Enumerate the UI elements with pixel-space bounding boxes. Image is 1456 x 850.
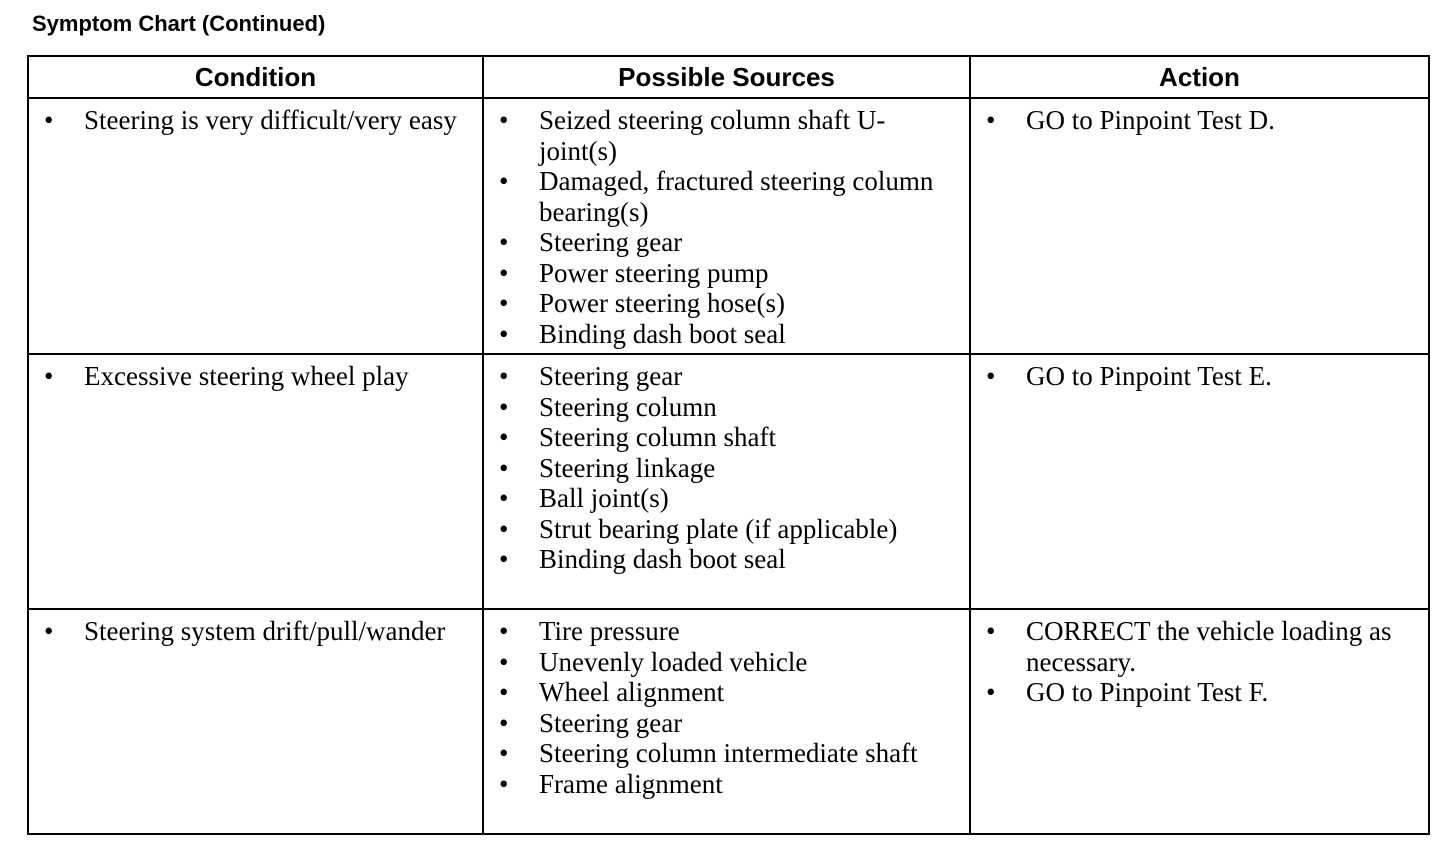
list-item: • Power steering pump bbox=[484, 258, 961, 289]
list-item: • GO to Pinpoint Test E. bbox=[971, 361, 1420, 392]
list-item: • Steering linkage bbox=[484, 453, 961, 484]
list-item: • Steering column shaft bbox=[484, 422, 961, 453]
list-item: • Binding dash boot seal bbox=[484, 544, 961, 575]
table-row bbox=[28, 98, 1429, 354]
possible-sources-cell bbox=[483, 609, 970, 834]
list-item: • Steering column intermediate shaft bbox=[484, 738, 961, 769]
list-item: • Ball joint(s) bbox=[484, 483, 961, 514]
table-row bbox=[28, 609, 1429, 834]
list-item: • Steering gear bbox=[484, 361, 961, 392]
list-item: • Unevenly loaded vehicle bbox=[484, 647, 961, 678]
list-item: • Frame alignment bbox=[484, 769, 961, 800]
action-cell bbox=[970, 354, 1429, 609]
list-item: • Steering column bbox=[484, 392, 961, 423]
list-item: • Excessive steering wheel play bbox=[29, 361, 474, 392]
possible-sources-list bbox=[484, 355, 969, 575]
condition-list bbox=[29, 355, 482, 392]
condition-list bbox=[29, 610, 482, 647]
action-list bbox=[971, 610, 1428, 708]
action-list bbox=[971, 355, 1428, 392]
possible-sources-cell bbox=[483, 354, 970, 609]
list-item: • CORRECT the vehicle loading as necessary. bbox=[971, 616, 1420, 677]
condition-cell bbox=[28, 354, 483, 609]
list-item: • Steering system drift/pull/wander bbox=[29, 616, 474, 647]
symptom-chart-table bbox=[27, 55, 1430, 835]
list-item: • Steering is very difficult/very easy bbox=[29, 105, 474, 136]
page-title: Symptom Chart (Continued) bbox=[32, 11, 326, 36]
list-item: • Tire pressure bbox=[484, 616, 961, 647]
possible-sources-list bbox=[484, 610, 969, 799]
column-header-condition: Condition bbox=[28, 56, 483, 98]
possible-sources-list bbox=[484, 99, 969, 349]
list-item: • Strut bearing plate (if applicable) bbox=[484, 514, 961, 545]
list-item: • Steering gear bbox=[484, 227, 961, 258]
table-row bbox=[28, 354, 1429, 609]
action-cell bbox=[970, 609, 1429, 834]
list-item: • Steering gear bbox=[484, 708, 961, 739]
header-row bbox=[28, 56, 1429, 98]
list-item: • Binding dash boot seal bbox=[484, 319, 961, 350]
list-item: • Wheel alignment bbox=[484, 677, 961, 708]
condition-cell bbox=[28, 98, 483, 354]
list-item: • Power steering hose(s) bbox=[484, 288, 961, 319]
action-cell bbox=[970, 98, 1429, 354]
list-item: • GO to Pinpoint Test F. bbox=[971, 677, 1420, 708]
list-item: • Seized steering column shaft U-joint(s) bbox=[484, 105, 961, 166]
list-item: • Damaged, fractured steering column bearing(s) bbox=[484, 166, 961, 227]
list-item: • GO to Pinpoint Test D. bbox=[971, 105, 1420, 136]
column-header-action: Action bbox=[970, 56, 1429, 98]
condition-list bbox=[29, 99, 482, 136]
possible-sources-cell bbox=[483, 98, 970, 354]
column-header-possible-sources: Possible Sources bbox=[483, 56, 970, 98]
action-list bbox=[971, 99, 1428, 136]
condition-cell bbox=[28, 609, 483, 834]
